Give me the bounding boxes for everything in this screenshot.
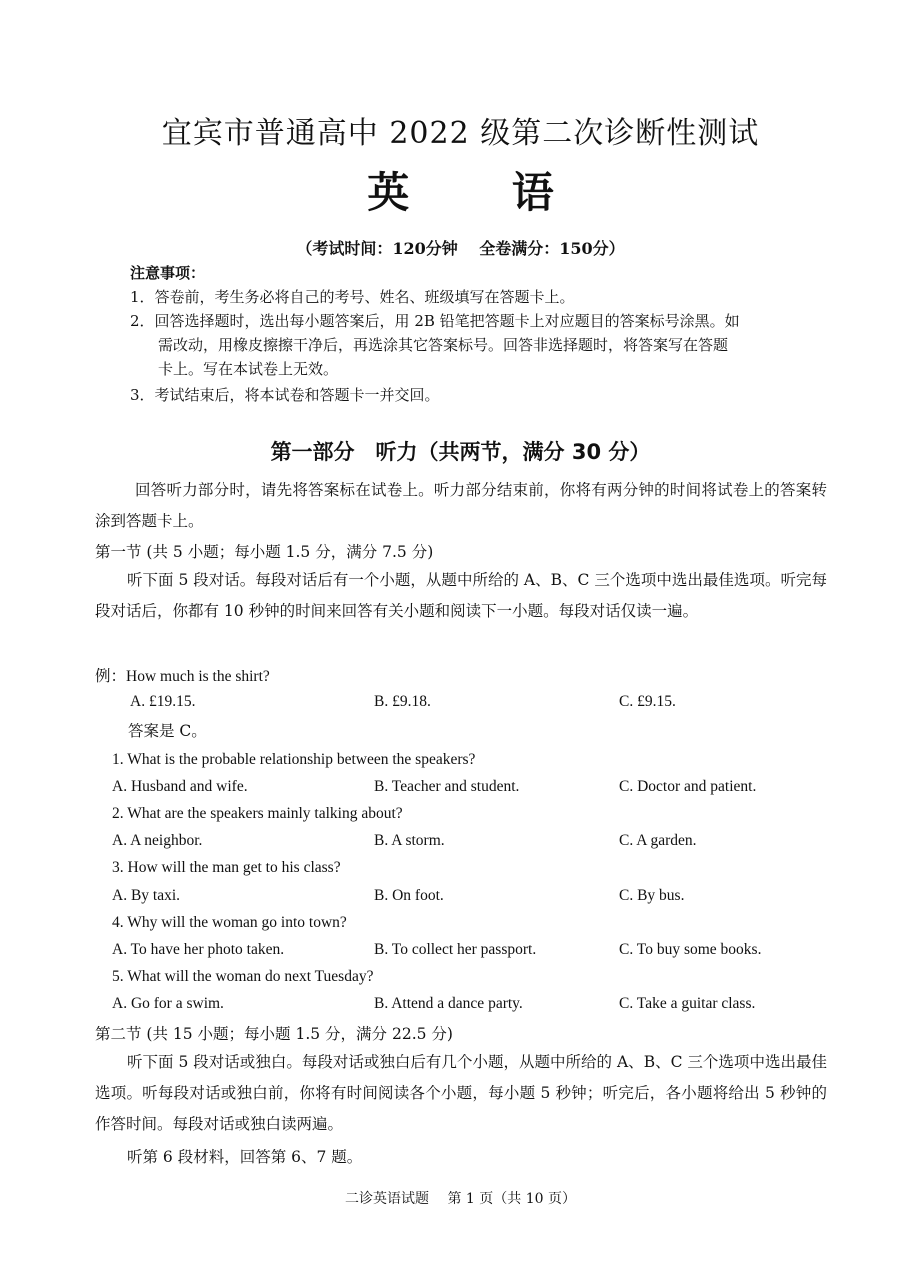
question-5: 5. What will the woman do next Tuesday? xyxy=(112,968,374,985)
example-option-a: A. £19.15. xyxy=(130,693,196,710)
q2-option-b: B. A storm. xyxy=(374,832,445,849)
notes-heading: 注意事项： xyxy=(130,264,206,282)
q3-option-c: C. By bus. xyxy=(619,887,685,904)
q1-option-b: B. Teacher and student. xyxy=(374,778,520,795)
subject-title: 英 语 xyxy=(367,168,598,217)
note-item-continued: 卡上。写在本试卷上无效。 xyxy=(158,360,339,378)
q1-option-c: C. Doctor and patient. xyxy=(619,778,757,795)
q1-option-a: A. Husband and wife. xyxy=(112,778,248,795)
part-heading: 第一部分 听力（共两节，满分 30 分） xyxy=(270,440,651,464)
question-2: 2. What are the speakers mainly talking about? xyxy=(112,805,403,822)
section2-instructions: 听下面 5 段对话或独白。每段对话或独白后有几个小题，从题中所给的 A、B、C 三个选项中选出最佳选项。听每段对话或独白前，你将有时间阅读各个小题，每小题 5 秒钟；听完后，各小题将给出 5 秒钟的作答时间。每段对话或独白读两遍。 xyxy=(95,1053,827,1133)
q5-option-a: A. Go for a swim. xyxy=(112,995,224,1012)
q2-option-a: A. A neighbor. xyxy=(112,832,203,849)
example-question: 例：How much is the shirt? xyxy=(95,668,270,685)
example-option-c: C. £9.15. xyxy=(619,693,676,710)
question-4: 4. Why will the woman go into town? xyxy=(112,914,347,931)
q2-option-c: C. A garden. xyxy=(619,832,697,849)
q5-option-c: C. Take a guitar class. xyxy=(619,995,756,1012)
q3-option-a: A. By taxi. xyxy=(112,887,181,904)
section1-heading: 第一节 (共 5 小题；每小题 1.5 分，满分 7.5 分) xyxy=(95,543,434,561)
q4-option-b: B. To collect her passport. xyxy=(374,941,537,958)
page-footer: 二诊英语试题 第 1 页（共 10 页） xyxy=(345,1191,576,1207)
q5-option-b: B. Attend a dance party. xyxy=(374,995,523,1012)
q3-option-b: B. On foot. xyxy=(374,887,444,904)
question-3: 3. How will the man get to his class? xyxy=(112,859,341,876)
exam-title: 宜宾市普通高中 2022 级第二次诊断性测试 xyxy=(161,116,760,151)
exam-info: （考试时间：120分钟 全卷满分：150分） xyxy=(296,239,625,258)
note-item-continued: 需改动，用橡皮擦擦干净后，再选涂其它答案标号。回答非选择题时，将答案写在答题 xyxy=(158,336,729,354)
example-option-b: B. £9.18. xyxy=(374,693,431,710)
material-note: 听第 6 段材料，回答第 6、7 题。 xyxy=(127,1148,363,1166)
section1-instructions: 听下面 5 段对话。每段对话后有一个小题，从题中所给的 A、B、C 三个选项中选出最佳选项。听完每段对话后，你都有 10 秒钟的时间来回答有关小题和阅读下一小题。每段对话仅读一遍。 xyxy=(95,571,827,620)
note-item: 1．答卷前，考生务必将自己的考号、姓名、班级填写在答题卡上。 xyxy=(130,288,575,306)
section2-heading: 第二节 (共 15 小题；每小题 1.5 分，满分 22.5 分) xyxy=(95,1025,453,1043)
note-item: 3．考试结束后，将本试卷和答题卡一并交回。 xyxy=(130,386,440,404)
question-1: 1. What is the probable relationship between the speakers? xyxy=(112,751,476,768)
note-item: 2．回答选择题时，选出每小题答案后，用 2B 铅笔把答题卡上对应题目的答案标号涂黑。如 xyxy=(130,312,740,330)
part-intro: 回答听力部分时，请先将答案标在试卷上。听力部分结束前，你将有两分钟的时间将试卷上的答案转涂到答题卡上。 xyxy=(95,481,827,530)
q4-option-c: C. To buy some books. xyxy=(619,941,762,958)
q4-option-a: A. To have her photo taken. xyxy=(112,941,285,958)
example-answer: 答案是 C。 xyxy=(128,722,207,740)
